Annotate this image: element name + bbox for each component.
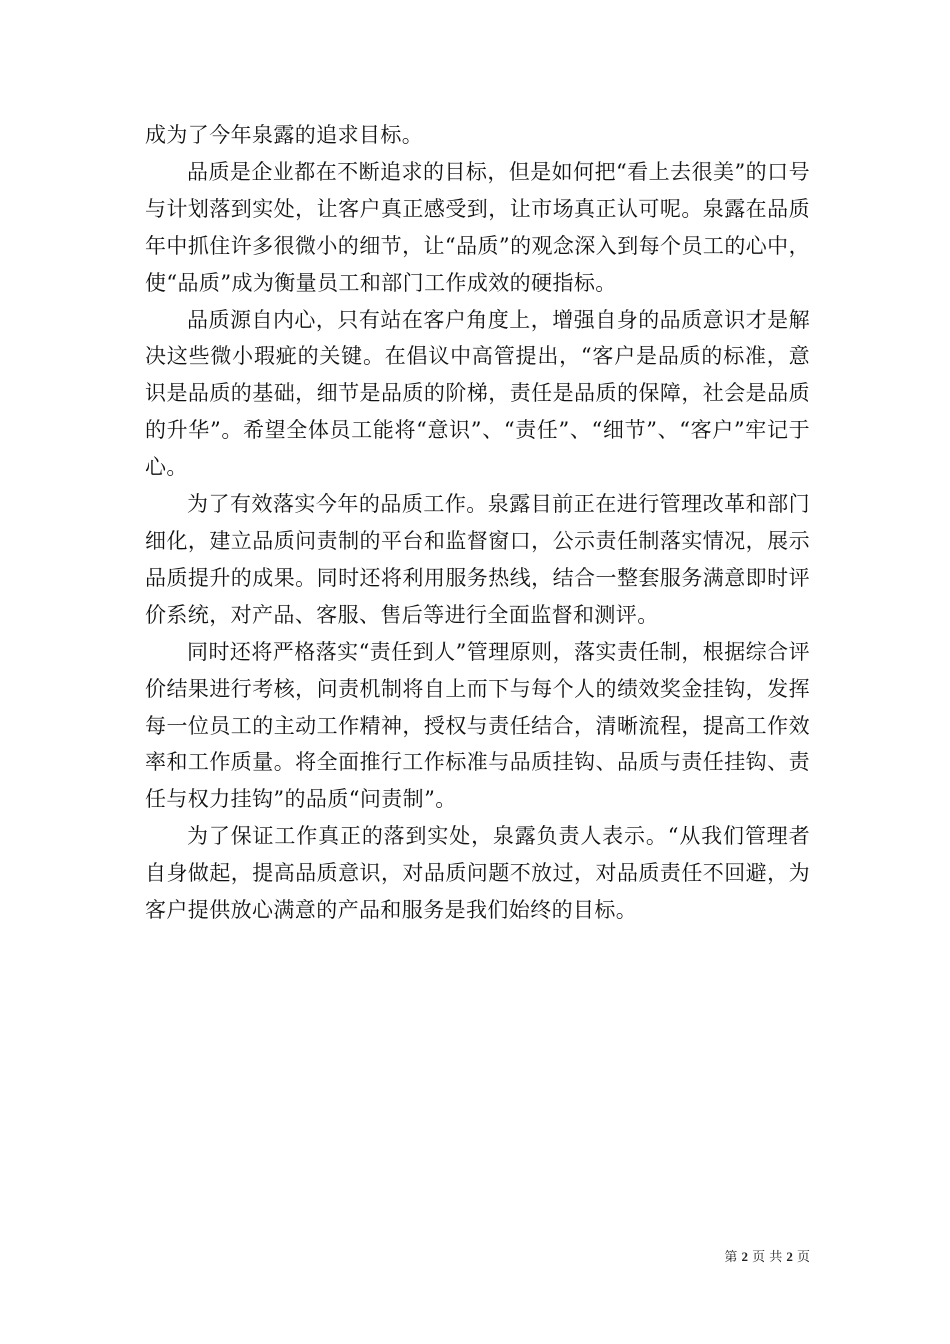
footer-prefix: 第: [724, 1250, 742, 1265]
footer-suffix: 页: [792, 1250, 810, 1265]
paragraph: 品质是企业都在不断追求的目标，但是如何把“看上去很美”的口号与计划落到实处，让客户真正感受到，让市场真正认可呢。泉露在品质年中抓住许多很微小的细节，让“品质”的观念深入到每个员工的心中，使“品质”成为衡量员工和部门工作成效的硬指标。: [145, 159, 810, 295]
document-body: [145, 117, 810, 929]
paragraph: 品质源自内心，只有站在客户角度上，增强自身的品质意识才是解决这些微小瑕疵的关键。在倡议中高管提出，“客户是品质的标准，意识是品质的基础，细节是品质的阶梯，责任是品质的保障，社会是品质的升华”。希望全体员工能将“意识”、“责任”、“细节”、“客户”牢记于心。: [145, 307, 810, 480]
page-footer: [724, 1248, 810, 1267]
footer-middle: 页 共: [747, 1250, 787, 1265]
current-page-number: 2: [741, 1249, 748, 1264]
paragraph: 为了有效落实今年的品质工作。泉露目前正在进行管理改革和部门细化，建立品质问责制的平台和监督窗口，公示责任制落实情况，展示品质提升的成果。同时还将利用服务热线，结合一整套服务满意即时评价系统，对产品、客服、售后等进行全面监督和测评。: [145, 492, 810, 627]
paragraph: 成为了今年泉露的追求目标。: [145, 123, 424, 147]
paragraph: 同时还将严格落实“责任到人”管理原则，落实责任制，根据综合评价结果进行考核，问责机制将自上而下与每个人的绩效奖金挂钩，发挥每一位员工的主动工作精神，授权与责任结合，清晰流程，提高工作效率和工作质量。将全面推行工作标准与品质挂钩、品质与责任挂钩、责任与权力挂钩”的品质“问责制”。: [145, 639, 810, 812]
paragraph: 为了保证工作真正的落到实处，泉露负责人表示。“从我们管理者自身做起，提高品质意识，对品质问题不放过，对品质责任不回避，为客户提供放心满意的产品和服务是我们始终的目标。: [145, 824, 810, 923]
total-page-count: 2: [786, 1249, 793, 1264]
